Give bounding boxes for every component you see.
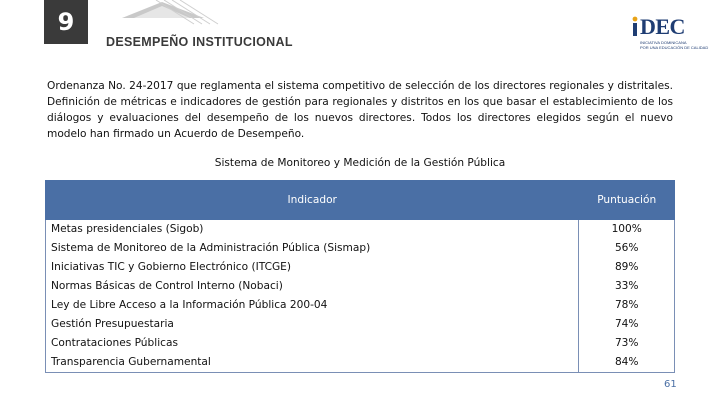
table-row <box>46 334 675 353</box>
table-caption: Sistema de Monitoreo y Medición de la Gestión Pública <box>214 157 506 169</box>
table-row <box>46 220 675 240</box>
slide-number: 9 <box>57 8 75 36</box>
table-row <box>46 258 675 277</box>
table-header-row <box>46 181 675 220</box>
score-cell: 100% <box>579 220 675 240</box>
slide-number-badge <box>44 0 88 44</box>
score-cell: 84% <box>579 353 675 373</box>
header-score: Puntuación <box>579 181 675 220</box>
indicator-cell: Gestión Presupuestaria <box>46 315 579 334</box>
body-paragraph: Ordenanza No. 24-2017 que reglamenta el sistema competitivo de selección de los directores regionales y distritales. Definición de métricas e indicadores de gestión para regionales y distritos en los que basar el establecimiento de los diálogos y evaluaciones del desempeño de los nuevos directores. Todos los directores elegidos según el nuevo modelo han firmado un Acuerdo de Desempeño. <box>47 80 673 140</box>
table-row <box>46 315 675 334</box>
table-row <box>46 353 675 373</box>
table-row <box>46 296 675 315</box>
logo-line-2: POR UNA EDUCACIÓN DE CALIDAD <box>640 45 709 50</box>
section-title: DESEMPEÑO INSTITUCIONAL <box>106 35 293 49</box>
indicator-cell: Transparencia Gubernamental <box>46 353 579 373</box>
idec-logo <box>630 14 712 54</box>
score-cell: 89% <box>579 258 675 277</box>
score-cell: 73% <box>579 334 675 353</box>
table-row <box>46 277 675 296</box>
logo-line-1: INICIATIVA DOMINICANA <box>640 40 687 45</box>
page-number: 61 <box>664 379 677 390</box>
decorative-stripes <box>104 0 224 36</box>
score-cell: 74% <box>579 315 675 334</box>
table-row <box>46 239 675 258</box>
indicator-cell: Iniciativas TIC y Gobierno Electrónico (ITCGE) <box>46 258 579 277</box>
indicator-cell: Normas Básicas de Control Interno (Nobaci) <box>46 277 579 296</box>
header-indicator: Indicador <box>46 181 579 220</box>
indicator-cell: Contrataciones Públicas <box>46 334 579 353</box>
logo-wordmark: DEC <box>640 14 685 39</box>
indicator-cell: Metas presidenciales (Sigob) <box>46 220 579 240</box>
score-cell: 33% <box>579 277 675 296</box>
indicator-cell: Ley de Libre Acceso a la Información Pública 200-04 <box>46 296 579 315</box>
score-cell: 56% <box>579 239 675 258</box>
indicator-cell: Sistema de Monitoreo de la Administración Pública (Sismap) <box>46 239 579 258</box>
score-cell: 78% <box>579 296 675 315</box>
indicators-table <box>45 180 675 373</box>
